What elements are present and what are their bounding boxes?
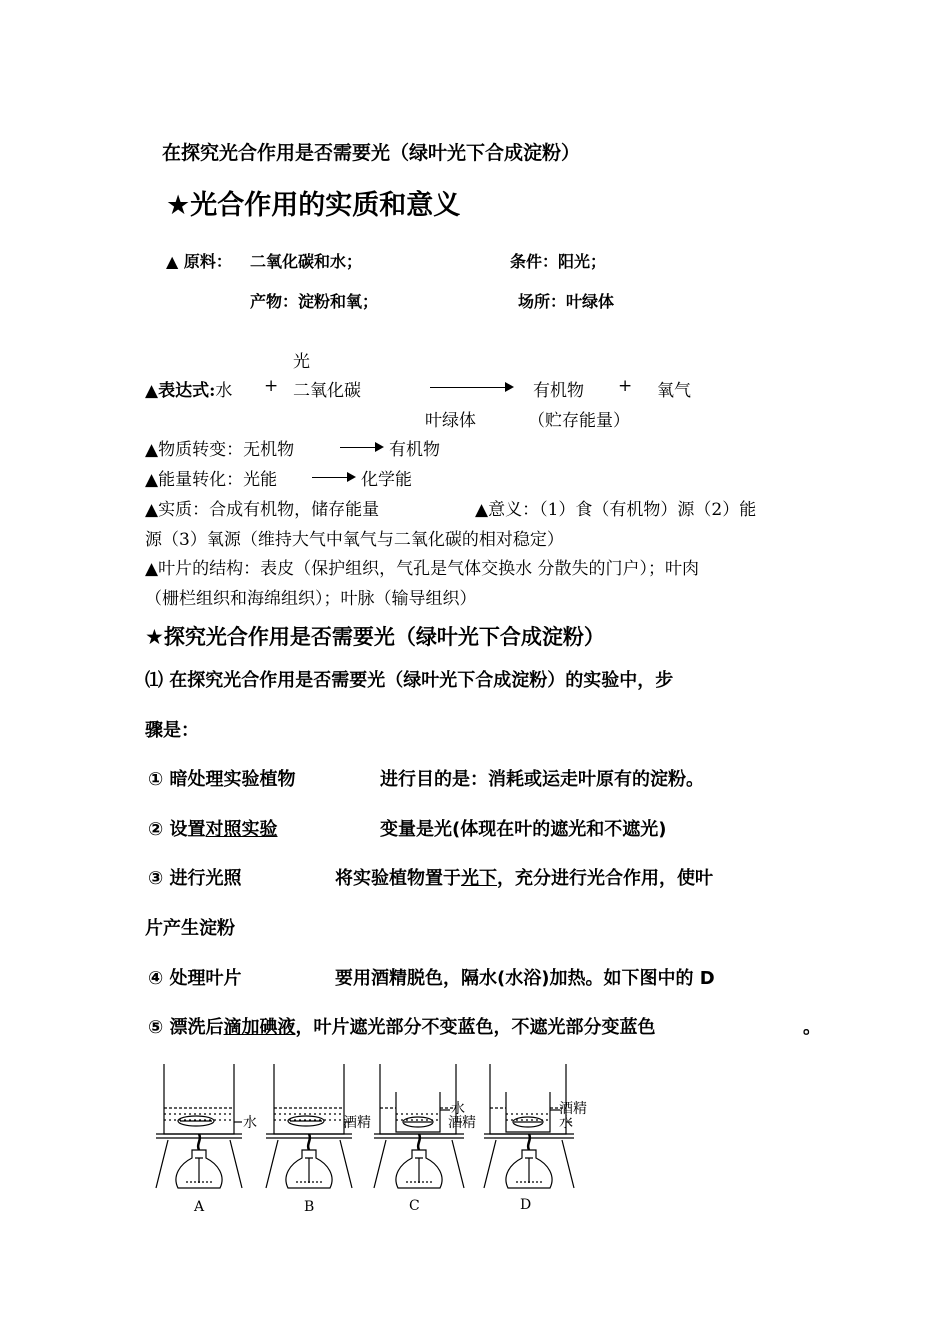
step1-desc: 进行目的是：消耗或运走叶原有的淀粉。 (380, 769, 704, 790)
setup-b-label: B (304, 1199, 315, 1215)
meaning-line2: 源（3）氧源（维持大气中氧气与二氧化碳的相对稳定） (145, 530, 564, 550)
expr-oxygen: 氧气 (657, 381, 691, 401)
expr-arrow (430, 387, 512, 388)
expr-plus2: + (618, 376, 633, 396)
setup-a-label: A (194, 1199, 205, 1215)
location: 场所：叶绿体 (518, 292, 615, 311)
setup-c-label: C (409, 1198, 420, 1214)
step3-desc-underlined: 光下 (461, 868, 497, 889)
setup-b (266, 1064, 352, 1188)
setup-c-inner-label: 水 (451, 1101, 465, 1117)
top-title: 在探究光合作用是否需要光（绿叶光下合成淀粉） (162, 142, 581, 164)
intro-line1: ⑴ 在探究光合作用是否需要光（绿叶光下合成淀粉）的实验中，步 (145, 670, 674, 691)
step3-desc-b: ，充分进行光合作用，使叶 (497, 868, 713, 889)
step4-label: ④ 处理叶片 (148, 968, 242, 989)
condition: 条件：阳光； (510, 252, 607, 271)
setup-d-label: D (520, 1197, 532, 1213)
section2-heading: ★探究光合作用是否需要光（绿叶光下合成淀粉） (145, 625, 605, 649)
step2-prefix: ② 设置 (148, 819, 206, 840)
expr-storage: （贮存能量） (528, 411, 630, 431)
setup-a-liquid-label: 水 (243, 1115, 257, 1131)
setup-b-liquid-label: 酒精 (343, 1115, 371, 1131)
step3-desc (335, 864, 713, 890)
step1-label: ① 暗处理实验植物 (148, 769, 296, 790)
step2-desc: 变量是光(体现在叶的遮光和不遮光) (380, 819, 667, 840)
energy-change-result: 化学能 (361, 470, 412, 490)
material-change-result: 有机物 (389, 440, 440, 460)
expr-label-text: ▲表达式: (145, 381, 216, 401)
step5-rest: ，叶片遮光部分不变蓝色，不遮光部分变蓝色 (295, 1017, 656, 1038)
step5-end: 。 (803, 1017, 821, 1038)
product: 产物：淀粉和氧； (250, 292, 379, 311)
step3-desc-a: 将实验植物置于 (335, 868, 461, 889)
raw-material-value: 二氧化碳和水； (250, 252, 363, 271)
essence-line: ▲实质：合成有机物，储存能量 (145, 500, 380, 520)
meaning-line1: ▲意义：（1）食（有机物）源（2）能 (475, 500, 757, 520)
expr-plus1: + (264, 376, 279, 396)
leaf-structure-line2: （栅栏组织和海绵组织）；叶脉（输导组织） (145, 589, 477, 609)
section1-heading: ★光合作用的实质和意义 (166, 190, 461, 221)
step3-label: ③ 进行光照 (148, 868, 242, 889)
expr-under-arrow: 叶绿体 (425, 411, 476, 431)
raw-material-label: ▲ 原料： (166, 252, 232, 271)
step2-label (148, 815, 278, 841)
step5-underlined: 滴加碘液 (223, 1017, 296, 1038)
energy-change-label: ▲能量转化：光能 (145, 470, 278, 490)
expr-label (145, 376, 232, 401)
expr-organic: 有机物 (533, 381, 584, 401)
setup-d-inner-label: 酒精 (559, 1101, 587, 1117)
intro-line2: 骤是： (145, 720, 199, 741)
step5-prefix: ⑤ 漂洗后 (148, 1017, 224, 1038)
setup-c-outer-label: 酒精 (448, 1115, 476, 1131)
setup-d-outer-label: 水 (559, 1115, 573, 1131)
step3-line2: 片产生淀粉 (145, 918, 235, 939)
material-change-label: ▲物质转变：无机物 (145, 440, 295, 460)
step2-underlined: 对照实验 (205, 819, 278, 840)
energy-change-arrow (312, 477, 354, 478)
material-change-arrow (340, 447, 382, 448)
step5-line (148, 1013, 656, 1039)
step4-desc: 要用酒精脱色，隔水(水浴)加热。如下图中的 D (335, 968, 715, 989)
expr-water: 水 (215, 381, 233, 401)
expr-co2: 二氧化碳 (293, 381, 361, 401)
expr-over-arrow: 光 (293, 352, 310, 372)
setup-a (156, 1064, 242, 1188)
heating-setups-figure (150, 1058, 610, 1218)
leaf-structure-line1: ▲叶片的结构：表皮（保护组织，气孔是气体交换水 分散失的门户）；叶肉 (145, 559, 699, 579)
